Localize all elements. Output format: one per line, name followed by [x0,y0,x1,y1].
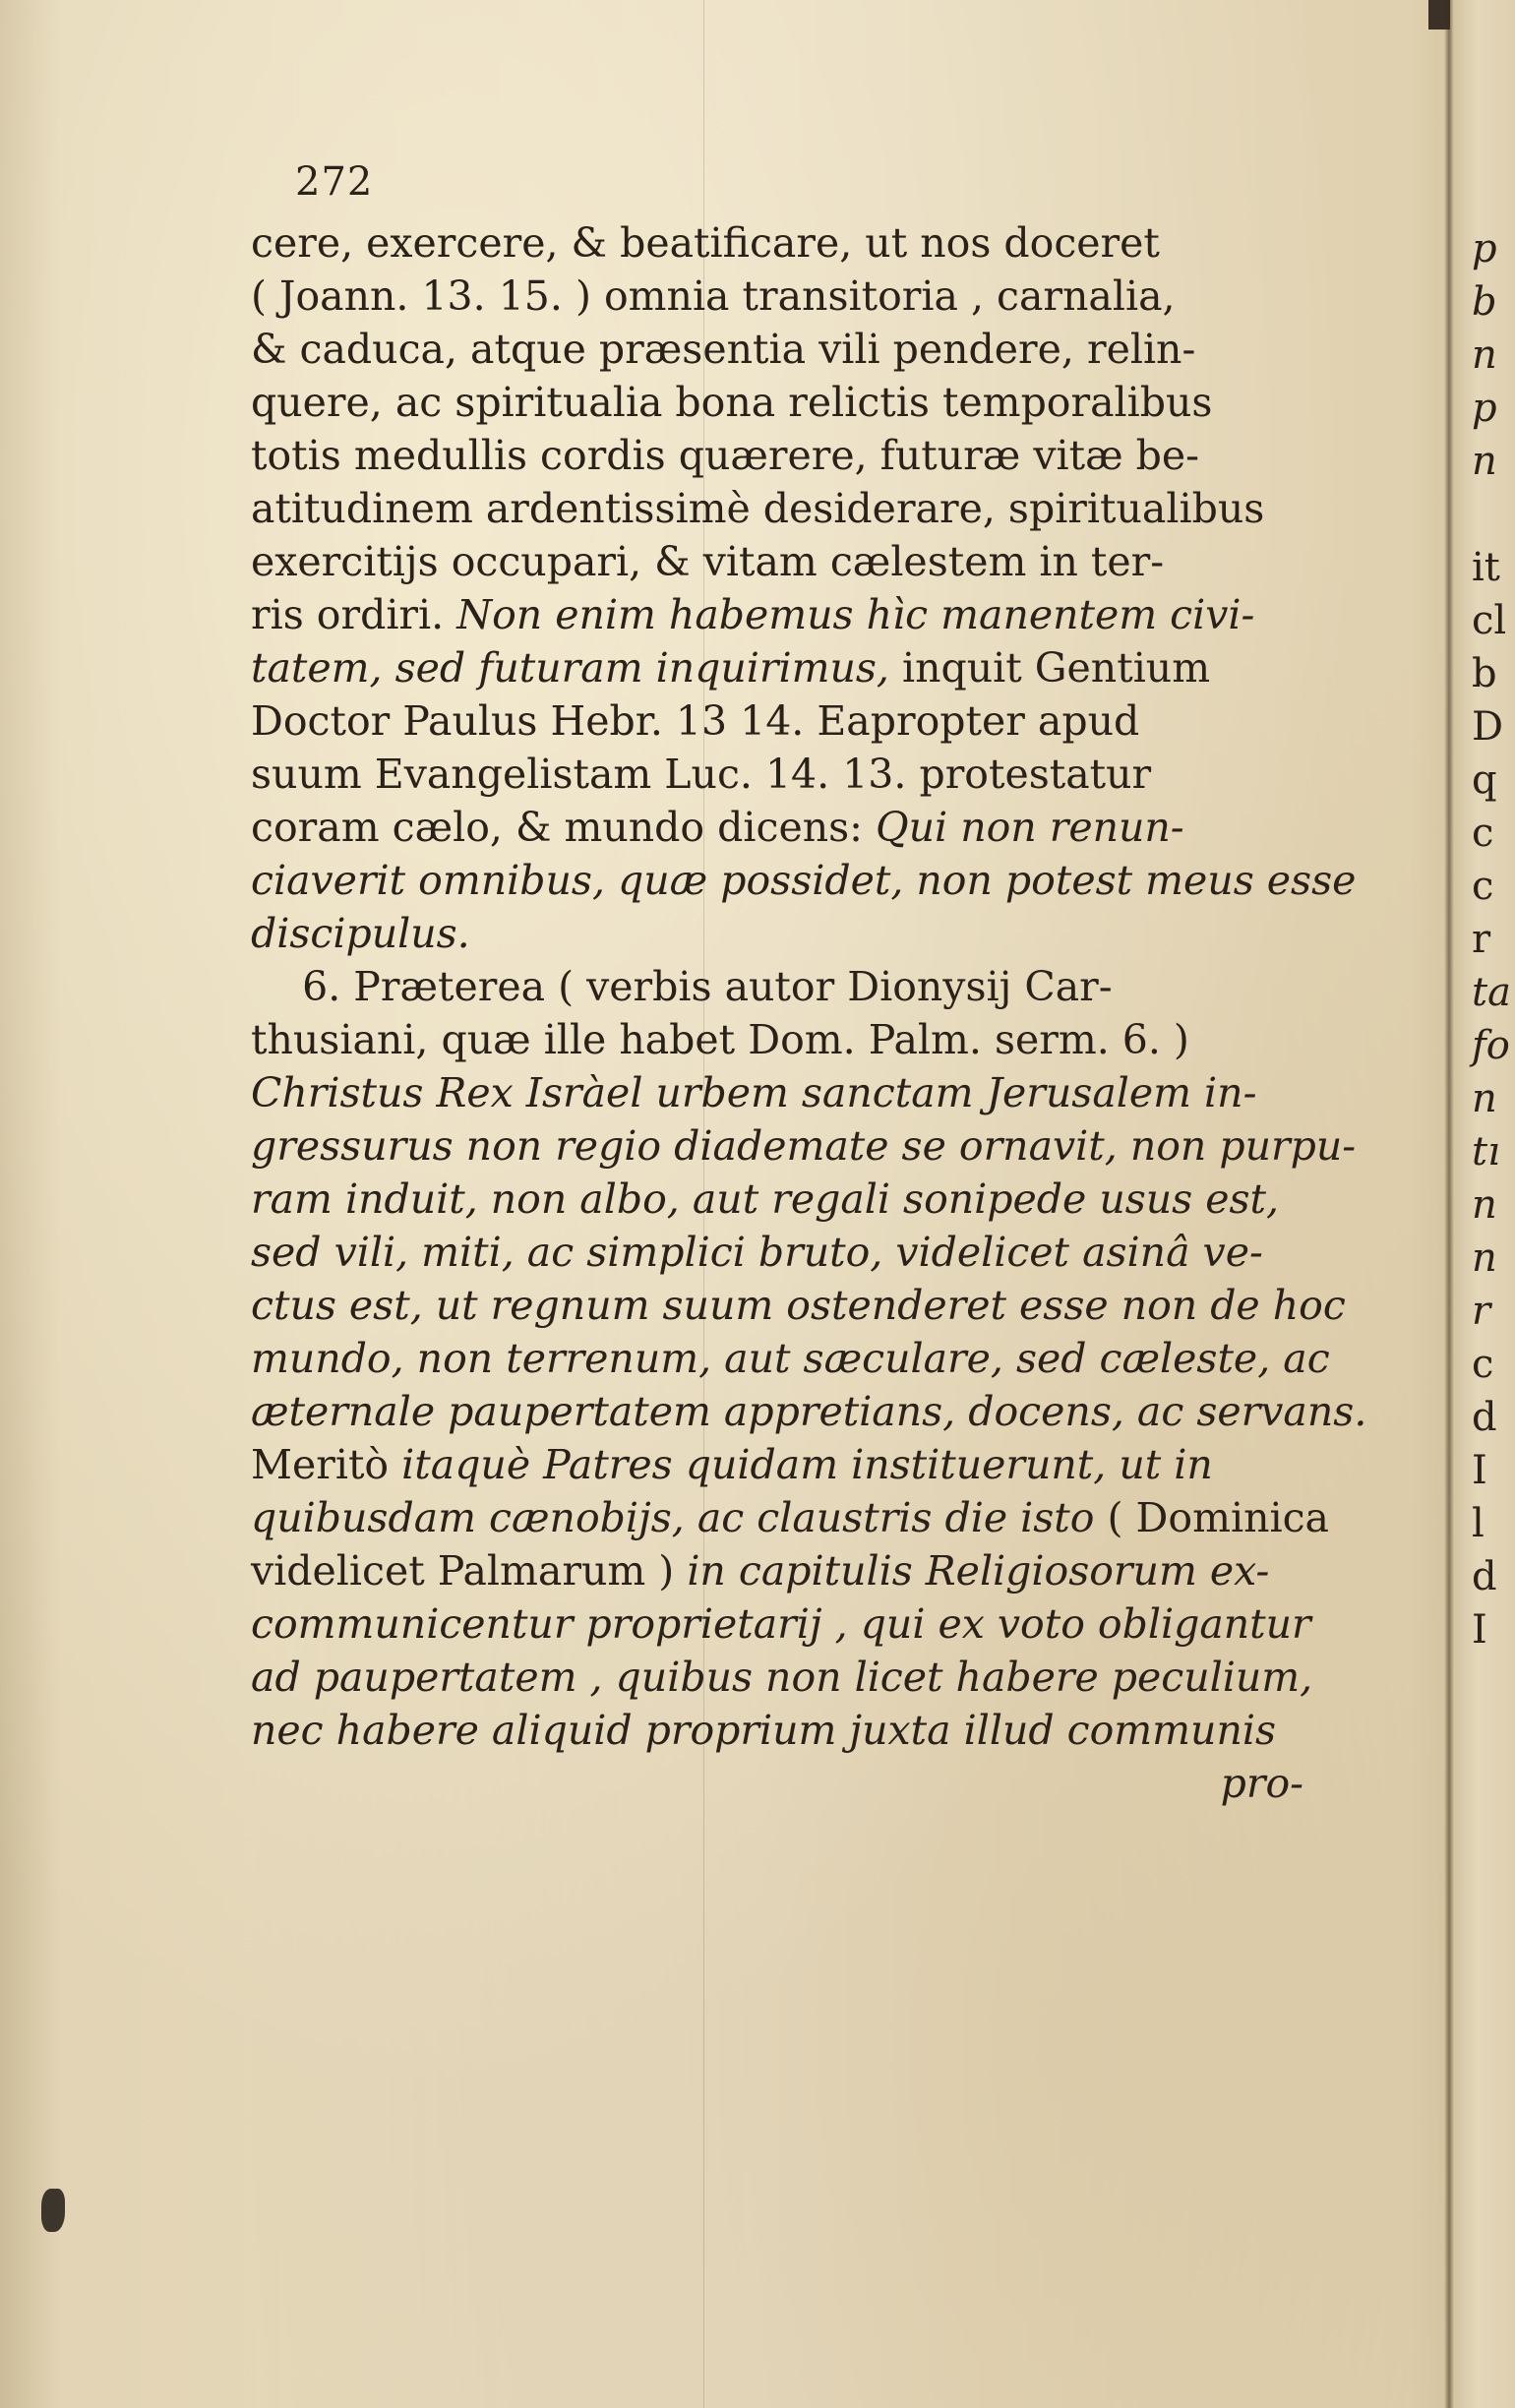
fragment-letter: n [1472,1182,1497,1228]
fragment-letter: D [1472,704,1504,750]
fragment-letter: n [1472,439,1497,484]
italic-run: itaquè Patres quidam instituerunt, ut in [401,1441,1213,1488]
fragment-letter: p [1472,226,1497,271]
text-line [251,641,1422,694]
text-line: discipulus. [251,910,470,957]
ink-stain [41,2189,65,2232]
text-line [251,1438,1422,1491]
text-line: communicentur proprietarij , qui ex voto obligantur [251,1600,1311,1648]
italic-run: in capitulis Religiosorum ex- [687,1547,1270,1595]
text-line: quere, ac spiritualia bona relictis temporalibus [251,379,1213,426]
italic-run: Qui non renun- [876,804,1184,851]
text-line: atitudinem ardentissimè desiderare, spiritualibus [251,485,1265,532]
roman-run: coram cælo, & mundo dicens: [251,804,877,851]
text-line: Doctor Paulus Hebr. 13 14. Eapropter apud [251,697,1140,745]
text-line: ciaverit omnibus, quæ possidet, non potest meus esse [251,857,1357,904]
fragment-letter: fo [1472,1023,1510,1068]
text-line: ad paupertatem , quibus non licet habere peculium, [251,1654,1313,1701]
text-line: totis medullis cordis quærere, futuræ vitæ be- [251,432,1200,479]
roman-run: inquit Gentium [902,644,1211,692]
text-line: ctus est, ut regnum suum ostenderet esse non de hoc [251,1282,1346,1329]
fragment-letter: I [1472,1607,1487,1653]
fragment-letter: c [1472,1342,1494,1387]
fragment-letter: l [1472,1501,1485,1546]
catchword: pro- [1220,1760,1303,1807]
text-line [251,1491,1422,1544]
text-line: mundo, non terrenum, aut sæculare, sed cæleste, ac [251,1335,1330,1382]
page-number: 272 [295,159,374,205]
fragment-letter [1472,488,1515,541]
italic-run: Non enim habemus hìc manentem civi- [456,591,1255,638]
fragment-letter: it [1472,545,1500,590]
roman-run: videlicet Palmarum ) [251,1547,688,1595]
text-line: cere, exercere, & beatificare, ut nos doceret [251,219,1160,267]
roman-run: Meritò [251,1441,402,1488]
italic-run: quibusdam cænobijs, ac claustris die isto [251,1494,1108,1541]
fragment-letter: n [1472,1235,1497,1281]
text-line: 6. Præterea ( verbis autor Dionysij Car- [251,963,1113,1010]
fragment-letter: r [1472,1289,1491,1334]
fragment-letter: b [1472,651,1497,696]
fragment-letter: c [1472,864,1494,909]
text-line: suum Evangelistam Luc. 14. 13. protestatur [251,751,1152,798]
text-line: & caduca, atque præsentia vili pendere, relin- [251,326,1196,373]
fragment-letter: cl [1472,598,1507,643]
fragment-letter: d [1472,1554,1497,1599]
text-line: exercitijs occupari, & vitam cælestem in ter- [251,538,1165,585]
fragment-letter: n [1472,332,1497,378]
text-line: thusiani, quæ ille habet Dom. Palm. serm. 6. ) [251,1016,1189,1063]
text-line [251,801,1422,854]
text-line: Christus Rex Isràel urbem sanctam Jerusalem in- [251,1069,1257,1116]
fragment-letter: r [1472,917,1491,962]
fragment-letter: I [1472,1448,1487,1493]
text-line: ( Joann. 13. 15. ) omnia transitoria , carnalia, [251,272,1176,320]
text-line [251,1544,1422,1597]
fragment-letter: n [1472,1076,1497,1121]
text-line: ram induit, non albo, aut regali sonipede usus est, [251,1175,1280,1223]
text-line: æternale paupertatem appretians, docens, ac servans. [251,1388,1367,1435]
text-line: sed vili, miti, ac simplici bruto, videlicet asinâ ve- [251,1229,1263,1276]
fragment-letter: q [1472,757,1497,803]
text-line [251,588,1422,641]
fragment-letter: b [1472,279,1497,325]
italic-run: tatem, sed futuram inquirimus, [251,644,902,692]
text-line: nec habere aliquid proprium juxta illud communis [251,1707,1277,1754]
body-text [251,216,1422,1810]
fragment-letter: tı [1472,1129,1500,1174]
fragment-letter: ta [1472,970,1511,1015]
facing-page-fragments [1472,222,1515,1656]
book-gutter [1444,0,1454,2408]
fragment-letter: p [1472,386,1497,431]
fragment-letter: d [1472,1395,1497,1440]
roman-run: ( Dominica [1107,1494,1329,1541]
roman-run: ris ordiri. [251,591,457,638]
text-line: gressurus non regio diademate se ornavit, non purpu- [251,1122,1357,1170]
fragment-letter: c [1472,811,1494,856]
